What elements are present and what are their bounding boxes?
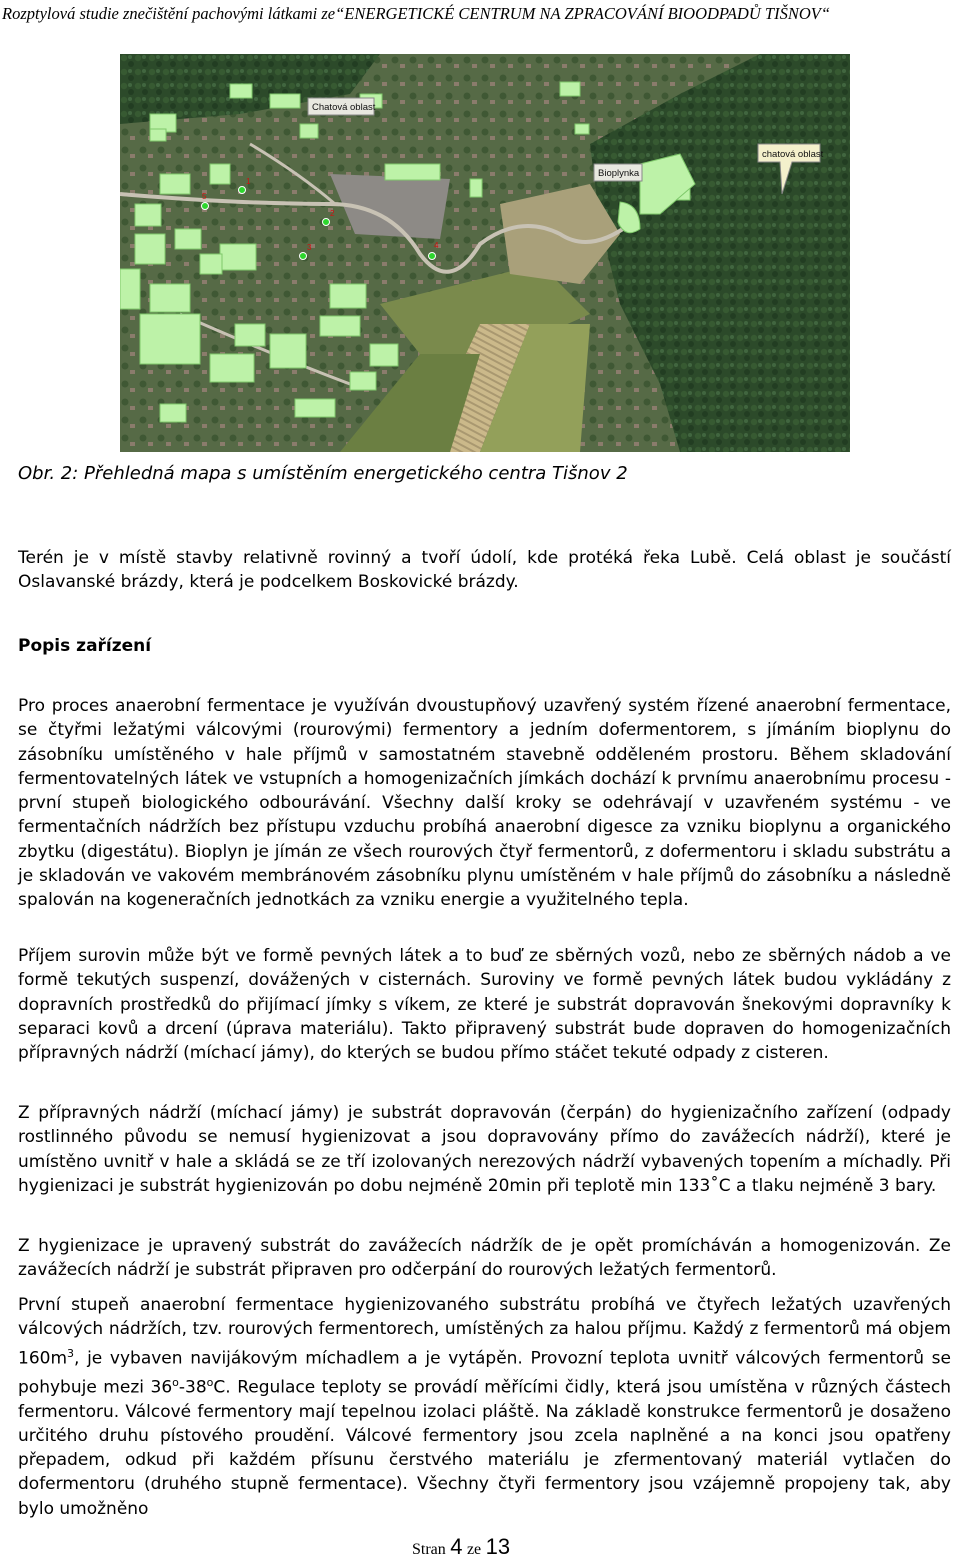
footer-page-total: 13 xyxy=(485,1534,511,1559)
map-marker-dot xyxy=(323,219,330,226)
footer-page-number: 4 xyxy=(450,1534,463,1559)
figure-caption: Obr. 2: Přehledná mapa s umístěním energetického centra Tišnov 2 xyxy=(18,463,628,484)
map-marker-dot xyxy=(202,203,209,210)
map-marker-dot xyxy=(239,187,246,194)
map-marker-dot xyxy=(300,253,307,260)
fermentation-text-a: První stupeň anaerobní fermentace hygienizovaného substrátu probíhá ve čtyřech ležatých uzavřených válcových nádržích, tzv. rourových fermentorech, umístěných za halou příjmu. Každý z fermentorů má objem 160m xyxy=(18,1295,951,1369)
superscript-degree: o xyxy=(172,1375,179,1389)
page-footer xyxy=(412,1534,510,1560)
aerial-map-image xyxy=(120,54,850,452)
map-marker-label: 2 xyxy=(330,209,335,218)
superscript-degree: o xyxy=(206,1375,214,1389)
map-marker-label: 1 xyxy=(246,177,251,186)
map-label-chatova-oblast: Chatová oblast xyxy=(312,102,376,113)
fermentation-text-b: , je vybaven navijákovým míchadlem a je vytápěn. Provozní teplota uvnitř válcových fermentorů se pohybuje mezi 36 xyxy=(18,1348,951,1398)
map-marker-label: 3 xyxy=(307,243,312,252)
map-label-bioplynka: Bioplynka xyxy=(598,168,640,179)
map-marker-label: 5 xyxy=(202,192,207,201)
section-heading: Popis zařízení xyxy=(18,636,152,656)
fermentation-text-d: C. Regulace teploty se provádí měřícími čidly, která jsou umístěna v různých částech fermentoru. Válcové fermentory mají tepelnou izolaci pláště. Na základě konstrukce fermentorů je dosaženo určitého druhu pístového proudění. Válcové fermentory jsou zcela naplněné a na konci jsou opatřeny přepadem, odkud při každém přísunu čerstvého materiálu je zfermentovaný materiál vytlačen do dofermentoru (druhého stupně fermentace). Všechny čtyři fermentory jsou vzájemně propojeny tak, aby bylo umožněno xyxy=(18,1377,951,1519)
superscript-cubic: 3 xyxy=(67,1346,75,1360)
paragraph-intake: Příjem surovin může být ve formě pevných látek a to buď ze sběrných vozů, nebo ze sběrných nádob a ve formě tekutých suspenzí, dovážených v cisternách. Suroviny ve formě pevných látek budou vykládány z dopravních prostředků do přijímací jímky s víkem, ze které je substrát dopravován šnekovými dopravníky k separaci kovů a drcení (úprava materiálu). Takto připravený substrát bude dopraven do homogenizačních přípravných nádrží (míchací jámy), do kterých se budou přímo stáčet tekuté odpady z cisteren. xyxy=(18,946,951,1064)
paragraph-process: Pro proces anaerobní fermentace je využíván dvoustupňový uzavřený systém řízené anaerobní fermentace, se čtyřmi ležatými válcovými (rourovými) fermentory a jedním dofermentorem, s jímáním bioplynu do zásobníku umístěného v hale příjmů v samostatném stavebně odděleném prostoru. Během skladování fermentovatelných látek ve vstupních a homogenizačních jímkách dochází k prvnímu anaerobnímu procesu - první stupeň biologického odbourávání. Všechny další kroky se odehrávají v uzavřeném systému - ve fermentačních nádržích bez přístupu vzduchu probíhá anaerobní digesce za vzniku bioplynu a organického zbytku (digestátu). Bioplyn je jímán ze všech rourových čtyř fermentorů, z dofermentoru i skladu substrátu a je skladován ve vakovém membránovém zásobníku plynu umístěném v hale příjmů do zásobníku a následně spalován na kogeneračních jednotkách za vzniku energie a využitelného tepla. xyxy=(18,696,951,911)
paragraph-fermentation xyxy=(18,1293,951,1521)
map-marker-label: 4 xyxy=(434,241,439,250)
paragraph-loading: Z hygienizace je upravený substrát do zavážecích nádržík de je opět promícháván a homogenizován. Ze zavážecích nádrží je substrát připraven pro odčerpání do rourových ležatých fermentorů. xyxy=(18,1236,951,1281)
footer-page-word: Stran xyxy=(412,1541,446,1558)
running-header: Rozptylová studie znečištění pachovými látkami ze“ENERGETICKÉ CENTRUM NA ZPRACOVÁNÍ BIOODPADŮ TIŠNOV“ xyxy=(2,4,830,23)
paragraph-hygienization: Z přípravných nádrží (míchací jámy) je substrát dopravován (čerpán) do hygienizačního zařízení (odpady rostlinného původu se nemusí hygienizovat a jsou dopravovány přímo do zavážecích nádrží), které je umístěno uvnitř v hale a skládá se ze tří izolovaných nerezových nádrží vybavených topením a míchadly. Při hygienizaci je substrát hygienizován po dobu nejméně 20min při teplotě min 133˚C a tlaku nejméně 3 bary. xyxy=(18,1103,951,1196)
paragraph-terrain: Terén je v místě stavby relativně rovinný a tvoří údolí, kde protéká řeka Lubě. Celá oblast je součástí Oslavanské brázdy, která je podcelkem Boskovické brázdy. xyxy=(18,548,951,593)
map-marker-dot xyxy=(429,253,436,260)
fermentation-text-c: -38 xyxy=(178,1377,207,1398)
map-label-chatova-oblast-2: chatová oblast xyxy=(762,149,824,160)
footer-of-word: ze xyxy=(466,1541,482,1558)
